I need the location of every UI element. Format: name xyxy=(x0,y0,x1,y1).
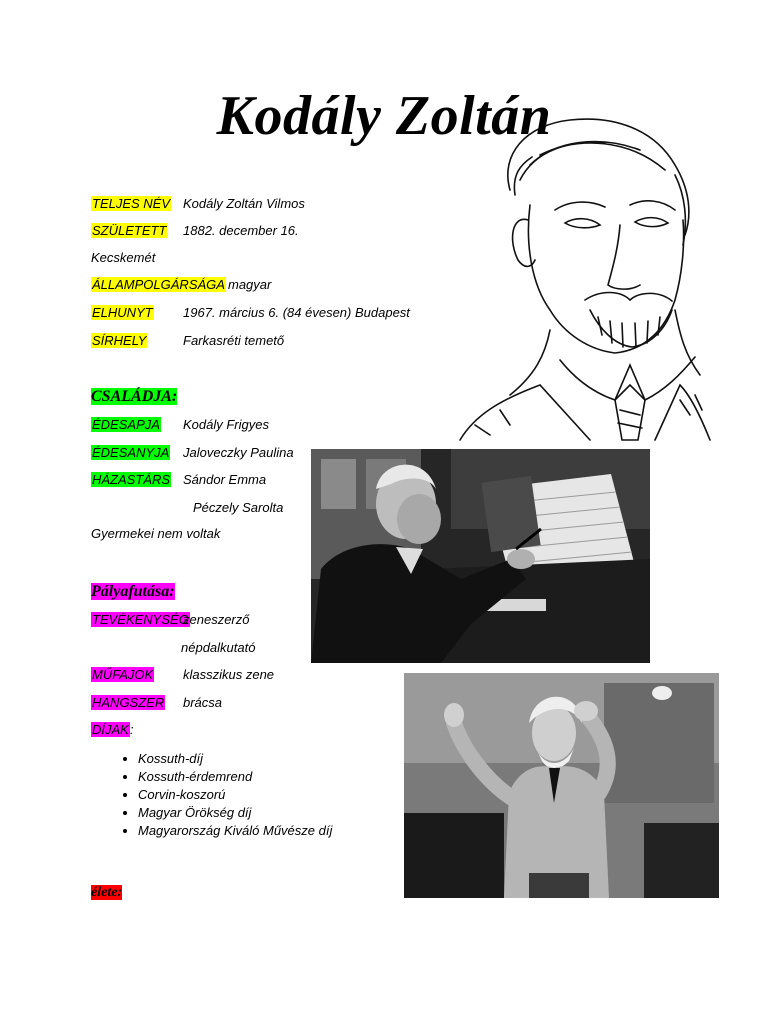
spouse-value-2: Péczely Sarolta xyxy=(193,500,284,515)
list-item: • Magyar Örökség díj xyxy=(138,804,332,822)
father-value: Kodály Frigyes xyxy=(183,417,269,432)
conductor-photo xyxy=(404,673,719,898)
grave-label: SÍRHELY xyxy=(92,333,147,348)
awards-list xyxy=(110,750,332,840)
died-row xyxy=(91,305,410,321)
instrument-value: brácsa xyxy=(183,695,223,710)
died-value: 1967. március 6. (84 évesen) Budapest xyxy=(183,305,410,320)
grave-row xyxy=(91,333,285,349)
father-row xyxy=(91,417,269,433)
citizenship-label: ÁLLAMPOLGÁRSÁGA xyxy=(92,277,225,292)
full-name-label: TELJES NÉV xyxy=(92,196,171,211)
died-label: ELHUNYT xyxy=(92,305,153,320)
genres-label: MŰFAJOK xyxy=(92,667,154,682)
spouse-row xyxy=(91,472,267,488)
mother-value: Jaloveczky Paulina xyxy=(183,445,294,460)
spouse-label: HÁZASTÁRS xyxy=(92,472,171,487)
activity-value-2: népdalkutató xyxy=(181,640,256,655)
list-item: • Corvin-koszorú xyxy=(138,786,332,804)
awards-colon: : xyxy=(129,722,134,737)
genres-value: klasszikus zene xyxy=(183,667,275,682)
composer-at-piano-photo xyxy=(311,449,650,663)
mother-label: ÉDESANYJA xyxy=(92,445,170,460)
mother-row xyxy=(91,445,294,461)
genres-row xyxy=(91,667,275,683)
activity-row xyxy=(91,612,250,628)
list-item: • Kossuth-díj xyxy=(138,750,332,768)
born-value: 1882. december 16. xyxy=(183,223,299,238)
awards-row xyxy=(91,722,133,738)
children-note: Gyermekei nem voltak xyxy=(91,526,221,541)
page-title: Kodály Zoltán xyxy=(216,85,552,147)
awards-label: DÍJAK xyxy=(92,722,129,737)
activity-value-1: zeneszerző xyxy=(183,612,250,627)
list-item: • Magyarország Kiváló Művésze díj xyxy=(138,822,332,840)
born-label: SZÜLETETT xyxy=(92,223,167,238)
list-item: • Kossuth-érdemrend xyxy=(138,768,332,786)
family-heading: CSALÁDJA: xyxy=(91,388,178,405)
instrument-label: HANGSZER xyxy=(92,695,165,710)
life-heading: élete: xyxy=(91,885,123,900)
spouse-value-1: Sándor Emma xyxy=(183,472,267,487)
full-name-row xyxy=(91,196,305,212)
citizenship-value: magyar xyxy=(228,277,272,292)
career-heading: Pályafutása: xyxy=(91,583,175,600)
father-label: ÉDESAPJA xyxy=(92,417,160,432)
citizenship-row xyxy=(91,277,272,293)
activity-label: TEVÉKENYSÉG xyxy=(92,612,189,627)
full-name-value: Kodály Zoltán Vilmos xyxy=(183,196,305,211)
grave-value: Farkasréti temető xyxy=(183,333,285,348)
born-row xyxy=(91,223,299,239)
born-place: Kecskemét xyxy=(91,250,156,265)
instrument-row xyxy=(91,695,223,711)
